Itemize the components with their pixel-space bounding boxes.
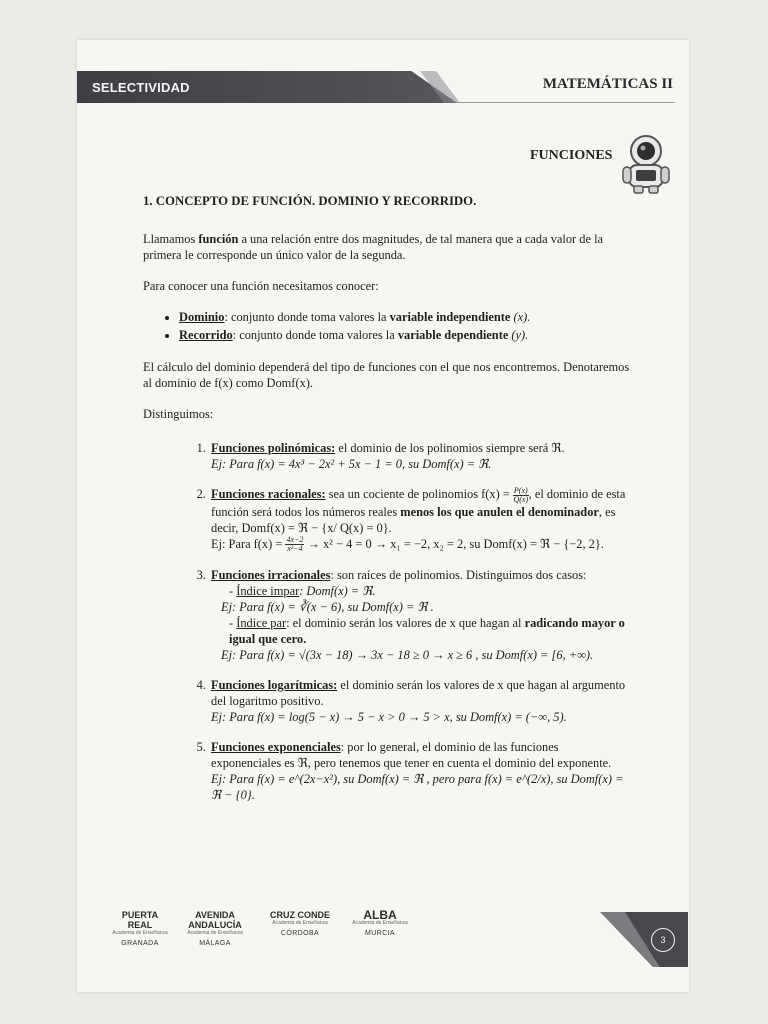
list-item [179, 327, 631, 343]
intro-paragraph [143, 231, 631, 263]
intro-bold-term: función [198, 232, 239, 246]
logo-name: AVENIDA ANDALUCÍA [188, 910, 242, 930]
logo-sub: Academia de Enseñanza [112, 930, 168, 936]
need-paragraph: Para conocer una función necesitamos conocer: [143, 279, 379, 293]
intro-text-pre: Llamamos [143, 232, 199, 246]
logo-sub: Academia de Enseñanza [352, 920, 408, 926]
list-item [209, 677, 631, 725]
case-example: Ej: Para f(x) = √(3x − 18) → 3x − 18 ≥ 0 → x ≥ 6 , su Domf(x) = [6, +∞). [221, 648, 594, 663]
logo-city: CÓRDOBA [280, 930, 320, 937]
header-divider [456, 102, 675, 103]
item-bold: menos los que anulen el denominador [400, 504, 599, 519]
list-item [209, 739, 631, 803]
logo-puerta-real [110, 910, 170, 947]
case-odd: - Índice impar: Domf(x) = ℜ. [229, 584, 376, 599]
bullet-text: : conjunto donde toma valores la [224, 310, 390, 324]
bullet-term: Recorrido [179, 328, 233, 342]
page-number: 3 [651, 928, 675, 952]
logo-cruz-conde [265, 910, 335, 937]
section-title: FUNCIONES [530, 148, 613, 163]
fraction-denominator: Q(x) [513, 494, 529, 504]
bullet-math: (y). [508, 328, 529, 342]
example-text: Ej: Para f(x) = [211, 536, 286, 551]
bullet-bold: variable independiente [389, 310, 511, 324]
intro-text-post: a una relación entre dos magnitudes, de tal manera que a cada valor de la primera le corresponde un único valor de la segunda. [143, 232, 604, 262]
bullet-math: (x). [510, 310, 531, 324]
item-title: Funciones logarítmicas: [211, 678, 338, 693]
definition-list [143, 309, 631, 343]
bullet-text: : conjunto donde toma valores la [232, 328, 398, 342]
header-left-label: SELECTIVIDAD [92, 80, 190, 95]
example-text: → x² − 4 = 0 → x₁ = −2, x₂ = 2, su Domf(x) = ℜ − {−2, 2}. [304, 536, 604, 551]
header-subject-title: MATEMÁTICAS II [542, 76, 673, 92]
logo-city: MÁLAGA [199, 940, 231, 947]
case-text: : el dominio serán los valores de x que hagan al [286, 616, 525, 631]
list-item [179, 309, 631, 325]
distinguish-label: Distinguimos: [143, 407, 214, 421]
footer-logos [100, 910, 430, 954]
logo-sub: Academia de Enseñanza [187, 930, 243, 936]
logo-name: CRUZ CONDE [270, 910, 330, 920]
item-text: sea un cociente de polinomios f(x) = [325, 487, 513, 501]
list-item [209, 440, 631, 472]
case-example: Ej: Para f(x) = ∛(x − 6), su Domf(x) = ℜ . [221, 600, 434, 615]
item-example: Ej: Para f(x) = log(5 − x) → 5 − x > 0 → 5 > x, su Domf(x) = (−∞, 5). [211, 710, 567, 725]
item-title: Funciones racionales: [211, 487, 326, 501]
item-text: , el dominio de esta función será todos los números reales [211, 487, 626, 519]
item-example [211, 536, 631, 554]
logo-name: PUERTA REAL [121, 910, 159, 930]
logo-alba [350, 910, 410, 937]
main-content [143, 193, 631, 817]
list-item [209, 486, 631, 553]
logo-avenida-andalucia [180, 910, 250, 947]
item-example: Ej: Para f(x) = e^(2x−x²), su Domf(x) = ℜ , pero para f(x) = e^(2/x), su Domf(x) = ℜ − {0}. [211, 772, 624, 803]
case-bold: radicando mayor o igual que cero. [229, 616, 625, 647]
item-text: el dominio serán los valores de x que hagan al argumento del logaritmo positivo. [211, 678, 626, 709]
section-heading: 1. CONCEPTO DE FUNCIÓN. DOMINIO Y RECORRIDO. [143, 194, 477, 208]
fraction-denominator: x²−4 [287, 544, 303, 554]
bullet-bold: variable dependiente [397, 328, 509, 342]
fraction [285, 536, 304, 553]
logo-name: ALBA [363, 908, 397, 922]
item-title: Funciones polinómicas: [211, 441, 336, 455]
case-title: Índice par [236, 616, 287, 631]
logo-city: GRANADA [121, 940, 159, 947]
item-title: Funciones exponenciales [211, 740, 341, 755]
fraction-numerator: 4x−2 [286, 535, 304, 545]
calc-paragraph: El cálculo del dominio dependerá del tipo de funciones con el que nos encontremos. Denotaremos al dominio de f(x) como Domf(x). [143, 360, 630, 390]
bullet-term: Dominio [179, 310, 225, 324]
item-text: el dominio de los polinomios siempre será ℜ. [335, 441, 565, 455]
logo-city: MURCIA [364, 930, 395, 937]
fraction [513, 487, 529, 504]
astronaut-mascot-icon [619, 133, 673, 195]
case-title: Índice impar [236, 584, 300, 599]
item-text: : por lo general, el dominio de las funciones exponenciales es ℜ, pero tenemos que tener en cuenta el dominio del exponente. [211, 740, 612, 771]
fraction-numerator: P(x) [513, 485, 528, 495]
item-text: , es decir, Domf(x) = ℜ − {x/ Q(x) = 0}. [211, 504, 616, 535]
item-title: Funciones irracionales [211, 568, 331, 583]
item-example: Ej: Para f(x) = 4x³ − 2x² + 5x − 1 = 0, su Domf(x) = ℜ. [211, 457, 492, 471]
case-text: : Domf(x) = ℜ. [299, 584, 376, 599]
item-text: : son raíces de polinomios. Distinguimos dos casos: [330, 568, 587, 583]
case-even: - Índice par: el dominio serán los valores de x que hagan al radicando mayor o igual que cero. [229, 616, 625, 647]
function-types-list [143, 440, 631, 803]
list-item [209, 567, 631, 663]
logo-sub: Academia de Enseñanza [272, 920, 328, 926]
